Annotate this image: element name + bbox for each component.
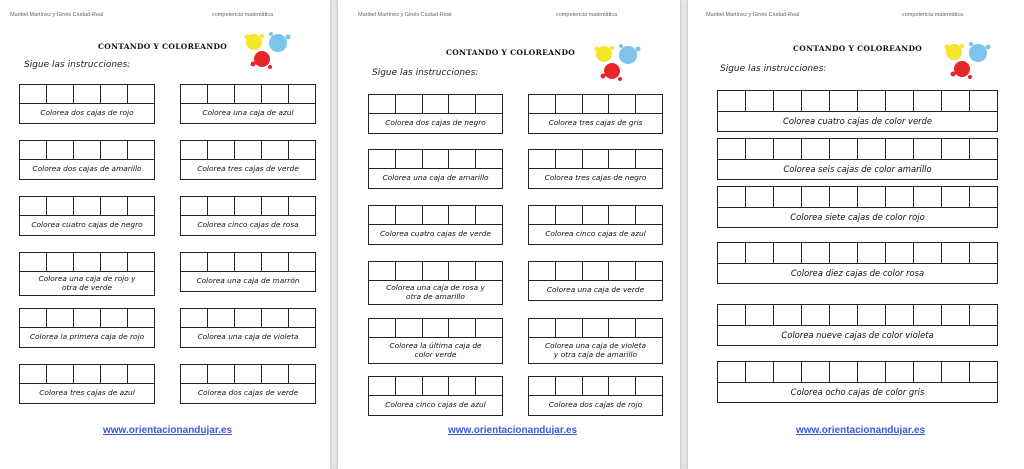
box-row[interactable]	[19, 140, 155, 160]
exercise-label: Colorea tres cajas de verde	[180, 160, 316, 180]
exercise-5	[19, 196, 155, 236]
exercise-label: Colorea tres cajas de azul	[19, 384, 155, 404]
exercise-12	[180, 364, 316, 404]
box-row[interactable]	[528, 149, 663, 169]
exercise-12	[528, 376, 663, 416]
instructions-text: Sigue las instrucciones:	[24, 60, 131, 70]
exercise-8	[528, 261, 663, 301]
exercise-label: Colorea la última caja de color verde	[368, 338, 503, 364]
exercise-label: Colorea cinco cajas de rosa	[180, 216, 316, 236]
box-row[interactable]	[180, 364, 316, 384]
box-row[interactable]	[180, 196, 316, 216]
exercise-label: Colorea cinco cajas de azul	[528, 225, 663, 245]
exercise-label: Colorea nueve cajas de color violeta	[717, 326, 998, 346]
box-row[interactable]	[717, 242, 998, 264]
box-row[interactable]	[528, 376, 663, 396]
paint-splash-icon	[590, 42, 648, 82]
exercise-label: Colorea una caja de violeta y otra caja de amarillo	[528, 338, 663, 364]
exercise-6	[528, 205, 663, 245]
box-row[interactable]	[180, 308, 316, 328]
exercise-10	[180, 308, 316, 348]
footer-link[interactable]: www.orientacionandujar.es	[796, 425, 926, 436]
instructions-text: Sigue las instrucciones:	[372, 68, 479, 78]
exercise-label: Colorea cuatro cajas de color verde	[717, 112, 998, 132]
exercise-label: Colorea una caja de azul	[180, 104, 316, 124]
header-author: Maribel Martínez y Ginés Ciudad-Real	[358, 12, 452, 18]
exercise-label: Colorea una caja de amarillo	[368, 169, 503, 189]
exercise-3	[19, 140, 155, 180]
exercise-label: Colorea cuatro cajas de verde	[368, 225, 503, 245]
box-row[interactable]	[180, 252, 316, 272]
exercise-3	[368, 149, 503, 189]
box-row[interactable]	[717, 361, 998, 383]
exercise-2	[717, 138, 998, 180]
exercise-2	[528, 94, 663, 134]
exercise-3	[717, 186, 998, 228]
exercise-1	[19, 84, 155, 124]
exercise-1	[368, 94, 503, 134]
box-row[interactable]	[19, 364, 155, 384]
exercise-7	[19, 252, 155, 296]
header-author: Maribel Martínez y Ginés Ciudad-Real	[10, 12, 104, 18]
box-row[interactable]	[19, 252, 155, 272]
footer-link[interactable]: www.orientacionandujar.es	[448, 425, 578, 436]
exercise-label: Colorea dos cajas de rojo	[528, 396, 663, 416]
exercise-5	[717, 304, 998, 346]
exercise-label: Colorea dos cajas de amarillo	[19, 160, 155, 180]
box-row[interactable]	[717, 304, 998, 326]
worksheet-page-3	[688, 0, 1024, 469]
exercise-label: Colorea diez cajas de color rosa	[717, 264, 998, 284]
page-title: CONTANDO Y COLOREANDO	[446, 48, 576, 57]
exercise-label: Colorea dos cajas de verde	[180, 384, 316, 404]
box-row[interactable]	[368, 205, 503, 225]
box-row[interactable]	[368, 94, 503, 114]
exercise-label: Colorea seis cajas de color amarillo	[717, 160, 998, 180]
exercise-6	[717, 361, 998, 403]
box-row[interactable]	[19, 196, 155, 216]
exercise-11	[368, 376, 503, 416]
box-row[interactable]	[528, 261, 663, 281]
exercise-label: Colorea una caja de marrón	[180, 272, 316, 292]
exercise-label: Colorea una caja de verde	[528, 281, 663, 301]
box-row[interactable]	[717, 90, 998, 112]
exercise-9	[19, 308, 155, 348]
worksheet-page-2	[338, 0, 680, 469]
worksheet-page-1	[0, 0, 330, 469]
box-row[interactable]	[528, 94, 663, 114]
box-row[interactable]	[717, 186, 998, 208]
instructions-text: Sigue las instrucciones:	[720, 64, 827, 74]
exercise-label: Colorea una caja de rojo y otra de verde	[19, 272, 155, 296]
box-row[interactable]	[528, 318, 663, 338]
header-subject: competencia matemática	[212, 12, 274, 18]
exercise-6	[180, 196, 316, 236]
exercise-label: Colorea tres cajas de negro	[528, 169, 663, 189]
paint-splash-icon	[940, 40, 998, 80]
exercise-4	[180, 140, 316, 180]
box-row[interactable]	[19, 308, 155, 328]
exercise-label: Colorea una caja de rosa y otra de amarillo	[368, 281, 503, 305]
box-row[interactable]	[368, 261, 503, 281]
exercise-7	[368, 261, 503, 305]
box-row[interactable]	[180, 84, 316, 104]
page-title: CONTANDO Y COLOREANDO	[793, 44, 923, 53]
page-title: CONTANDO Y COLOREANDO	[98, 42, 228, 51]
exercise-label: Colorea siete cajas de color rojo	[717, 208, 998, 228]
exercise-label: Colorea tres cajas de gris	[528, 114, 663, 134]
paint-splash-icon	[240, 30, 298, 70]
exercise-4	[717, 242, 998, 284]
exercise-1	[717, 90, 998, 132]
exercise-4	[528, 149, 663, 189]
box-row[interactable]	[19, 84, 155, 104]
box-row[interactable]	[528, 205, 663, 225]
header-subject: competencia matemática	[902, 12, 964, 18]
exercise-label: Colorea ocho cajas de color gris	[717, 383, 998, 403]
exercise-label: Colorea cuatro cajas de negro	[19, 216, 155, 236]
exercise-2	[180, 84, 316, 124]
box-row[interactable]	[717, 138, 998, 160]
exercise-9	[368, 318, 503, 364]
exercise-8	[180, 252, 316, 292]
exercise-label: Colorea dos cajas de negro	[368, 114, 503, 134]
exercise-label: Colorea cinco cajas de azul	[368, 396, 503, 416]
box-row[interactable]	[368, 149, 503, 169]
exercise-10	[528, 318, 663, 364]
box-row[interactable]	[368, 376, 503, 396]
exercise-label: Colorea una caja de violeta	[180, 328, 316, 348]
exercise-label: Colorea dos cajas de rojo	[19, 104, 155, 124]
exercise-label: Colorea la primera caja de rojo	[19, 328, 155, 348]
exercise-5	[368, 205, 503, 245]
exercise-11	[19, 364, 155, 404]
box-row[interactable]	[368, 318, 503, 338]
footer-link[interactable]: www.orientacionandujar.es	[103, 425, 233, 436]
header-author: Maribel Martínez y Ginés Ciudad-Real	[706, 12, 800, 18]
header-subject: competencia matemática	[556, 12, 618, 18]
box-row[interactable]	[180, 140, 316, 160]
